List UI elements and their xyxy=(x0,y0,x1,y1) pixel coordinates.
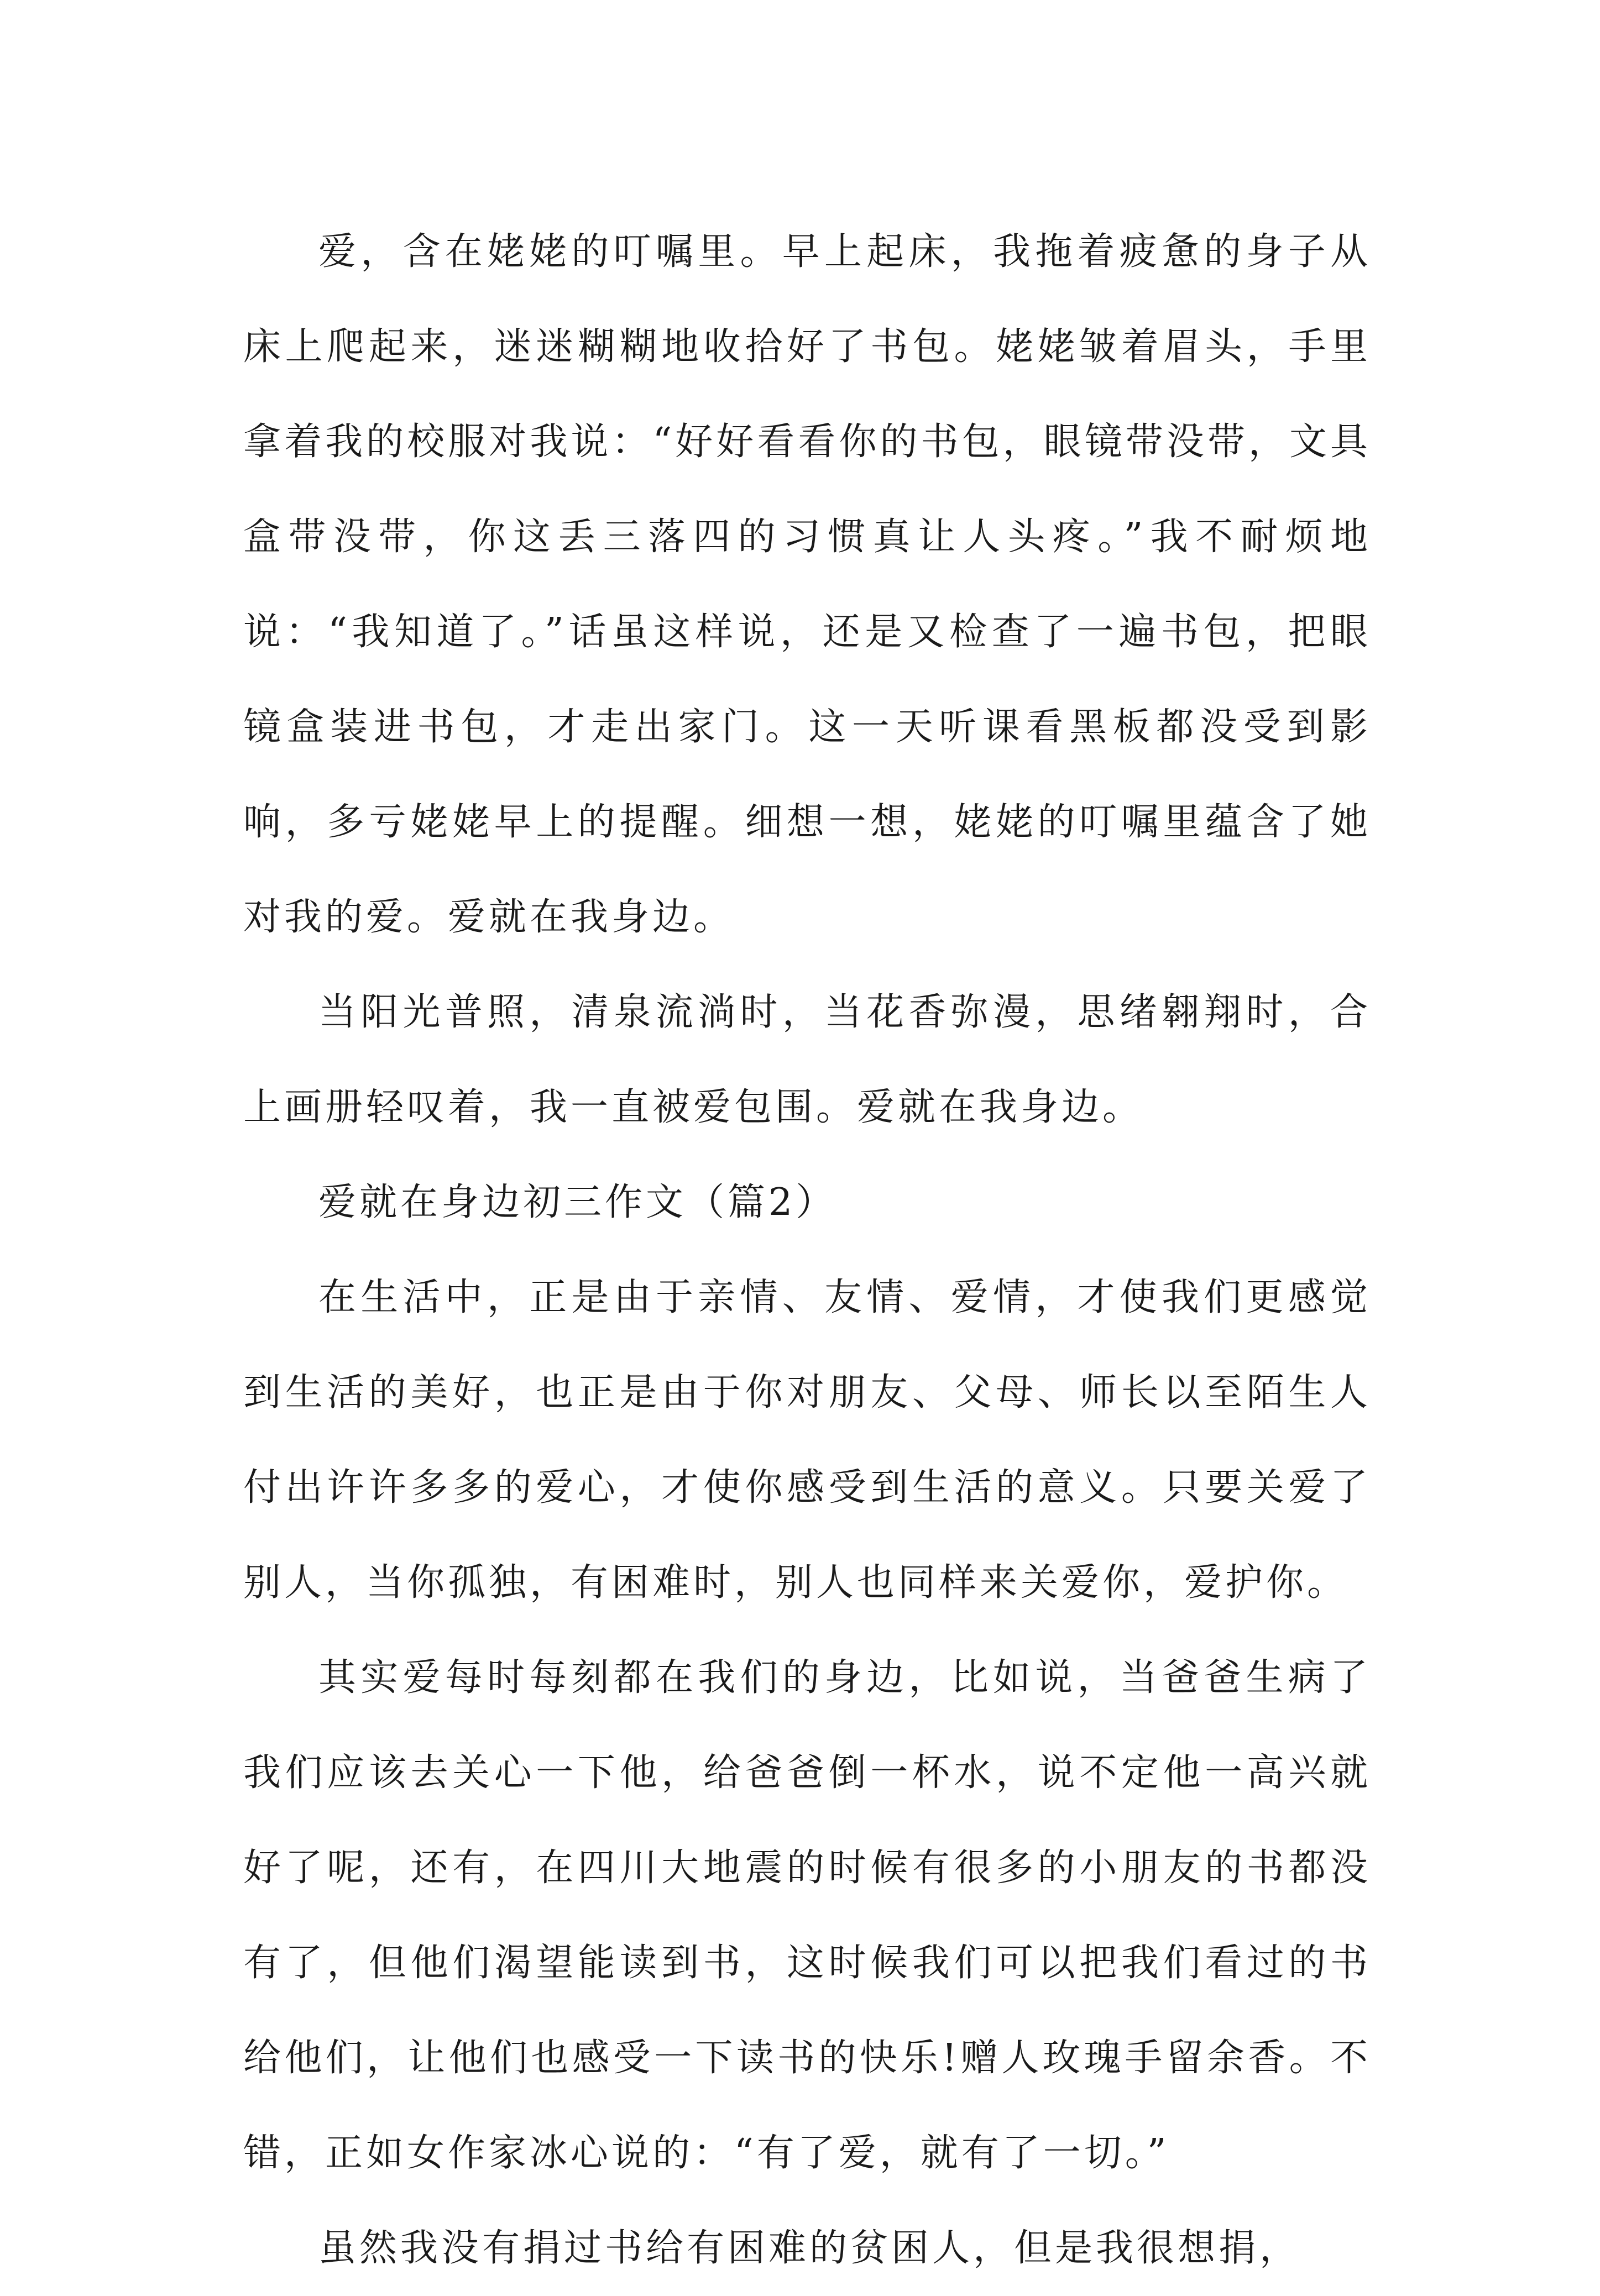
essay-heading: 爱就在身边初三作文（篇2） xyxy=(318,1181,837,1224)
paragraph-meaning-of-life: 在生活中，正是由于亲情、友情、爱情，才使我们更感觉到生活的美好，也正是由于你对朋友、父母、师长以至陌生人付出许许多多的爱心，才使你感受到生活的意义。只要关爱了别人，当你孤独，有困难时，别人也同样来关爱你，爱护你。 xyxy=(243,1276,1371,1605)
paragraph-want-to-donate: 虽然我没有捐过书给有困难的贫困人，但是我很想捐， xyxy=(318,2226,1301,2270)
essay-body xyxy=(243,205,1371,2296)
paragraph-surrounded-by-love: 当阳光普照，清泉流淌时，当花香弥漫，思绪翱翔时，合上画册轻叹着，我一直被爱包围。爱就在我身边。 xyxy=(243,990,1371,1129)
paragraph-love-every-moment: 其实爱每时每刻都在我们的身边，比如说，当爸爸生病了我们应该去关心一下他，给爸爸倒一杯水，说不定他一高兴就好了呢，还有，在四川大地震的时候有很多的小朋友的书都没有了，但他们渴望能读到书，这时候我们可以把我们看过的书给他们，让他们也感受一下读书的快乐!赠人玫瑰手留余香。不错，正如女作家冰心说的：“有了爱，就有了一切。” xyxy=(243,1656,1371,2175)
paragraph-grandma-reminder: 爱，含在姥姥的叮嘱里。早上起床，我拖着疲惫的身子从床上爬起来，迷迷糊糊地收拾好了书包。姥姥皱着眉头，手里拿着我的校服对我说：“好好看看你的书包，眼镜带没带，文具盒带没带，你这丢三落四的习惯真让人头疼。”我不耐烦地说：“我知道了。”话虽这样说，还是又检查了一遍书包，把眼镜盒装进书包，才走出家门。这一天听课看黑板都没受到影响，多亏姥姥早上的提醒。细想一想，姥姥的叮嘱里蕴含了她对我的爱。爱就在我身边。 xyxy=(243,230,1371,939)
